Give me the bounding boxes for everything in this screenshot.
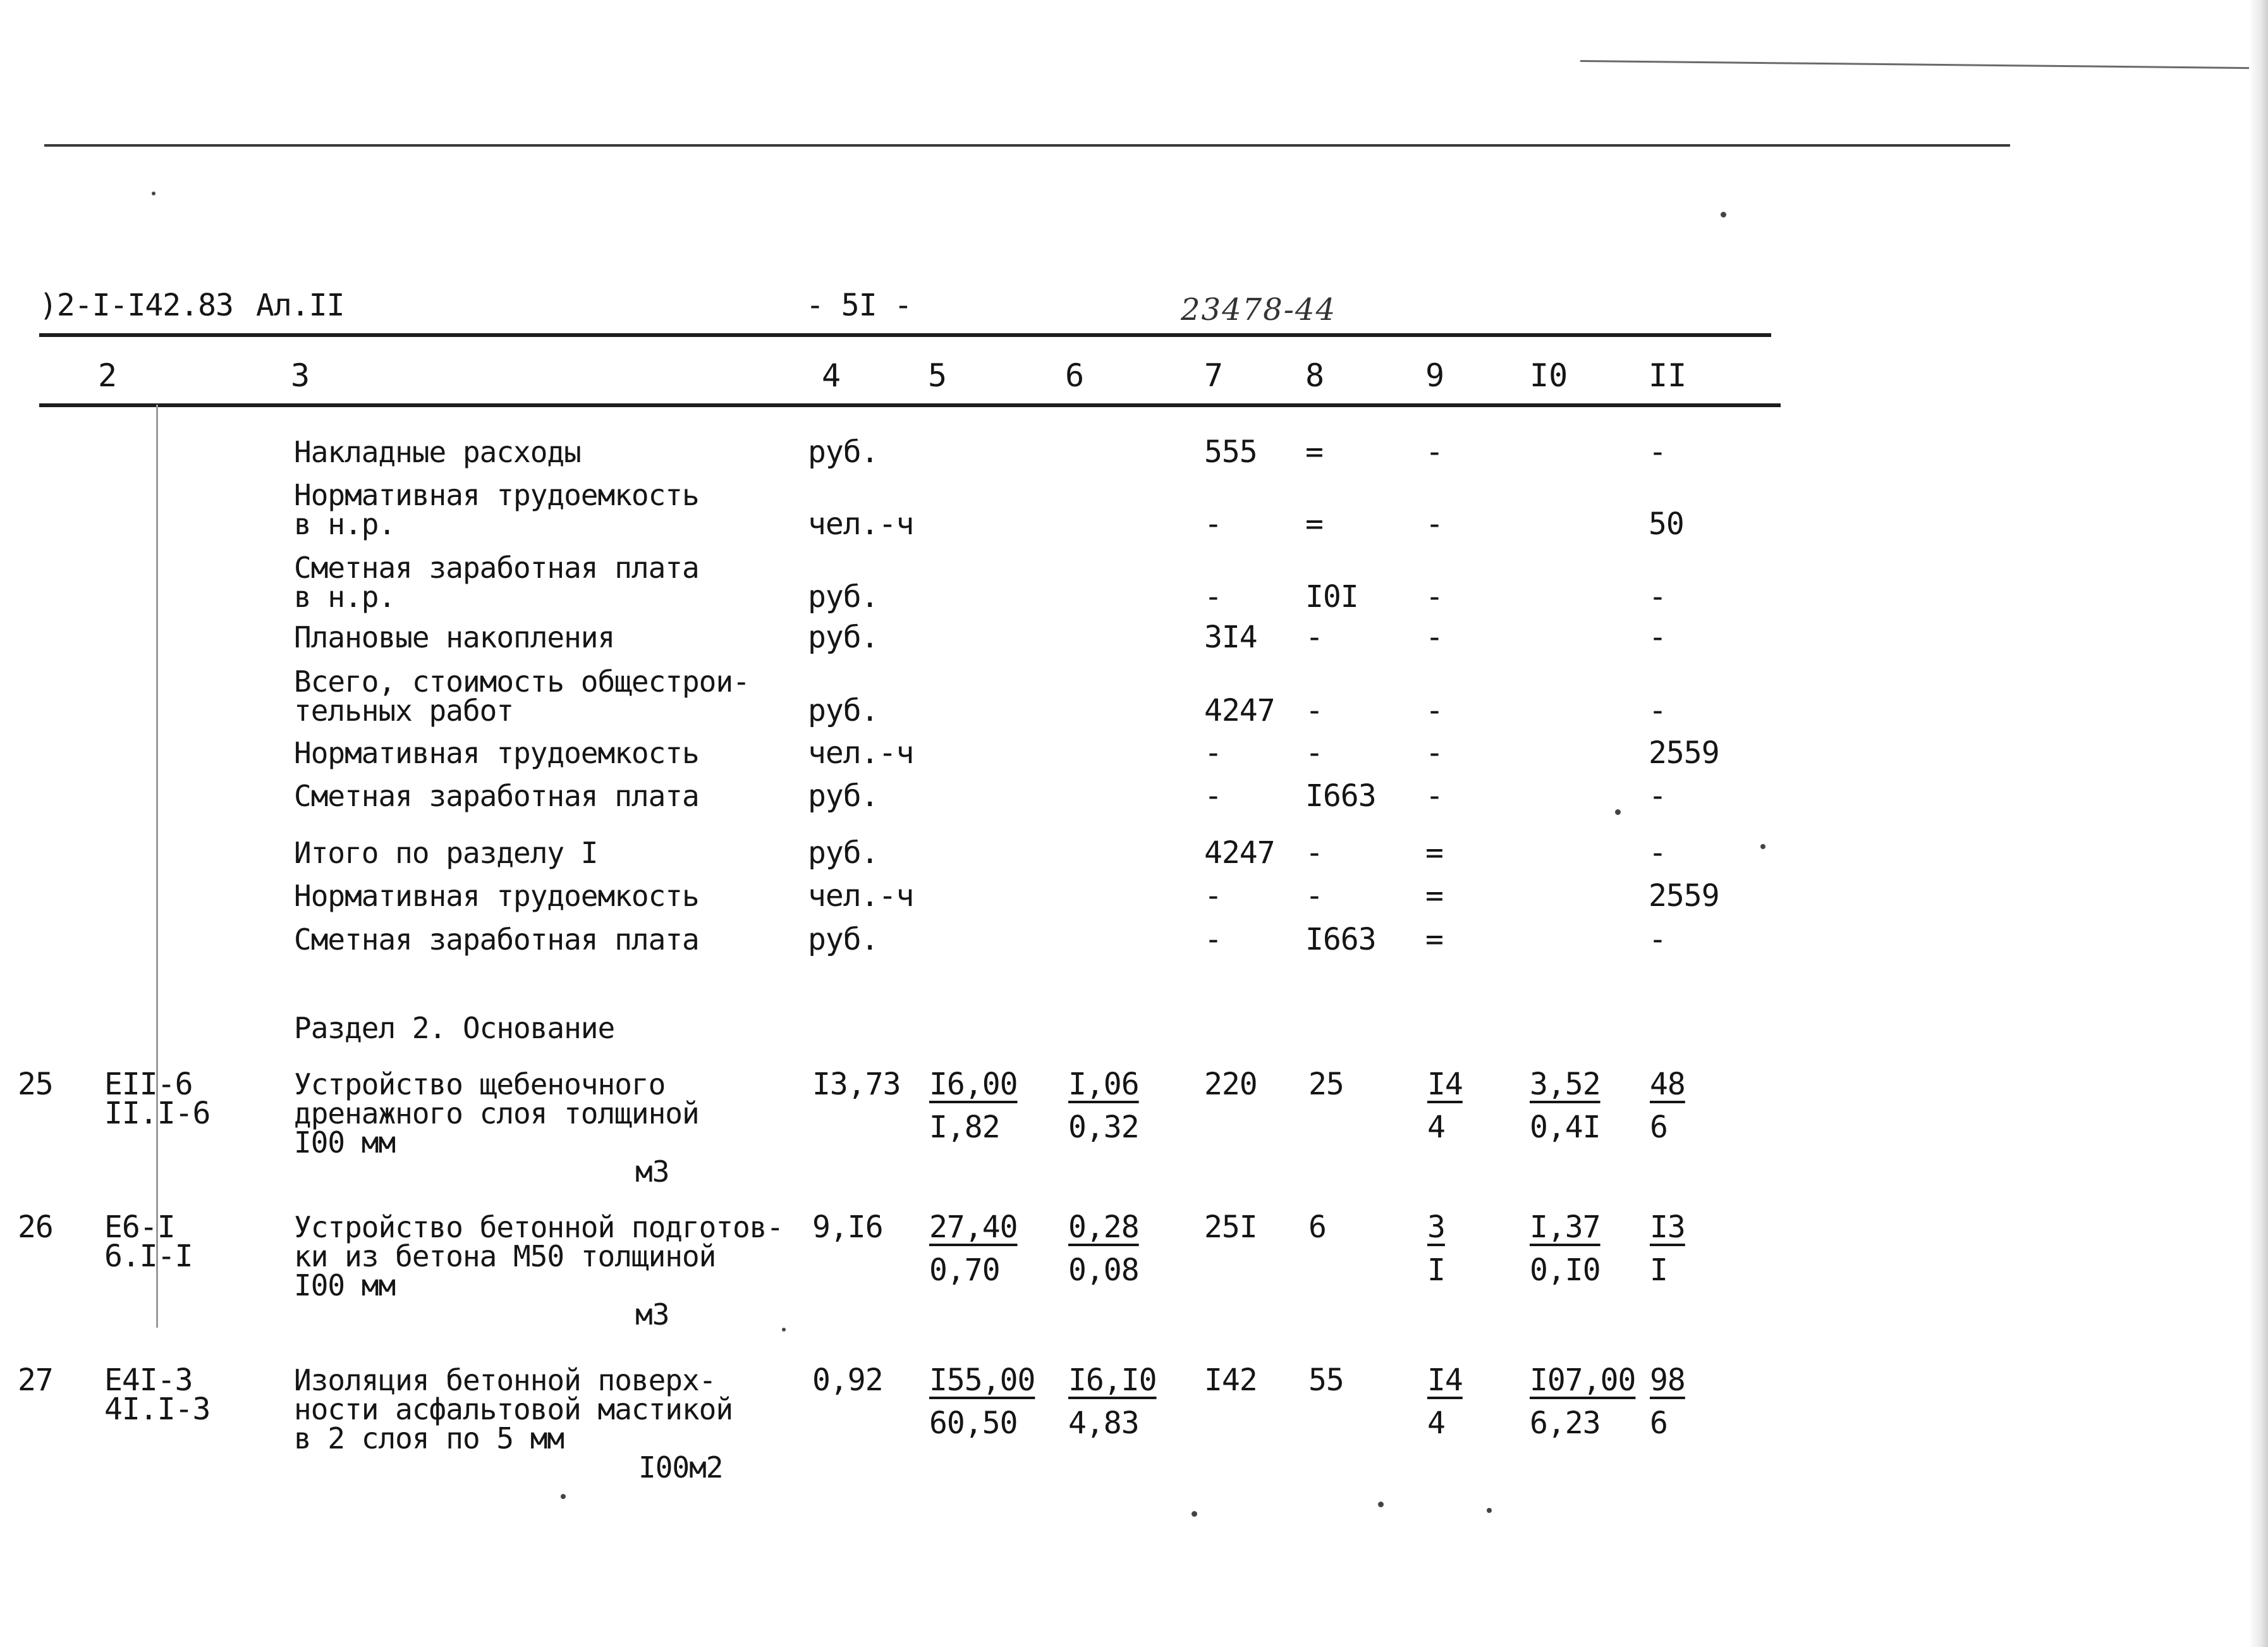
row-unit: руб. (808, 579, 879, 615)
item-description: ности асфальтовой мастикой (294, 1392, 733, 1426)
item-code-ref: 6.I-I (104, 1239, 193, 1274)
item-code-ref: 4I.I-3 (104, 1392, 210, 1427)
row-description: Нормативная трудоемкость (294, 879, 699, 913)
row-col11: 50 (1649, 506, 1684, 542)
row-description: Нормативная трудоемкость (294, 478, 699, 512)
row-col9: - (1425, 693, 1443, 728)
speck (1721, 212, 1726, 217)
item-col6-bottom: 0,08 (1068, 1252, 1139, 1288)
item-col9-top: I4 (1427, 1067, 1463, 1102)
item-description: в 2 слоя по 5 мм (294, 1421, 564, 1455)
item-col10-top: 3,52 (1530, 1067, 1600, 1102)
speck (152, 192, 155, 195)
row-description: тельных работ (294, 694, 514, 728)
item-description: I00 мм (294, 1268, 396, 1302)
column-number: 8 (1305, 357, 1325, 394)
item-col7: 25I (1204, 1209, 1257, 1245)
row-col8: - (1305, 835, 1323, 871)
item-col5-bottom: 60,50 (929, 1405, 1018, 1441)
item-description: I00 мм (294, 1125, 396, 1160)
item-col6-bottom: 0,32 (1068, 1110, 1139, 1145)
column-number: 9 (1425, 357, 1445, 394)
item-col8: 25 (1308, 1067, 1344, 1102)
item-unit: м3 (635, 1297, 669, 1332)
item-unit: м3 (635, 1154, 669, 1189)
row-unit: чел.-ч (808, 506, 914, 542)
item-col6-top: I,06 (1068, 1067, 1139, 1102)
item-col5-top: I55,00 (929, 1362, 1035, 1398)
row-col9: = (1425, 922, 1443, 957)
row-col7: - (1204, 735, 1222, 771)
item-col10-top: I07,00 (1530, 1362, 1636, 1398)
row-description: Нормативная трудоемкость (294, 736, 699, 770)
column-divider (156, 405, 158, 1328)
row-col8: = (1305, 506, 1323, 542)
row-col8: I663 (1305, 922, 1376, 957)
row-col9: - (1425, 506, 1443, 542)
row-col8: I663 (1305, 778, 1376, 814)
item-col10-bottom: 6,23 (1530, 1405, 1600, 1441)
item-col6-bottom: 4,83 (1068, 1405, 1139, 1441)
item-col7: 220 (1204, 1067, 1257, 1102)
item-unit: I00м2 (638, 1450, 723, 1485)
item-col5-top: I6,00 (929, 1067, 1018, 1102)
top-faint-line (1580, 60, 2263, 69)
item-col8: 6 (1308, 1209, 1326, 1245)
item-col11-top: 98 (1650, 1362, 1685, 1398)
speck (1378, 1502, 1384, 1507)
item-col10-bottom: 0,I0 (1530, 1252, 1600, 1288)
item-col6-top: I6,I0 (1068, 1362, 1157, 1398)
row-description: Плановые накопления (294, 620, 615, 654)
row-col11: - (1649, 620, 1666, 655)
row-col8: = (1305, 434, 1323, 470)
item-description: Устройство щебеночного (294, 1067, 666, 1101)
item-col11-bottom: 6 (1650, 1110, 1667, 1145)
item-col9-bottom: I (1427, 1252, 1445, 1288)
item-col9-top: 3 (1427, 1209, 1445, 1245)
speck (1192, 1511, 1197, 1517)
column-number: 4 (822, 357, 841, 394)
item-number: 25 (18, 1067, 53, 1102)
row-description: Сметная заработная плата (294, 922, 699, 957)
item-quantity: I3,73 (812, 1067, 901, 1102)
row-col8: - (1305, 735, 1323, 771)
item-quantity: 0,92 (812, 1362, 883, 1398)
row-col9: - (1425, 620, 1443, 655)
row-description: в н.р. (294, 580, 396, 614)
row-unit: руб. (808, 620, 879, 655)
row-col8: - (1305, 620, 1323, 655)
row-col7: 4247 (1204, 835, 1275, 871)
header-rule-bottom (39, 403, 1781, 407)
item-col9-bottom: 4 (1427, 1110, 1445, 1145)
speck (1615, 809, 1621, 815)
row-unit: чел.-ч (808, 878, 914, 914)
top-scan-line (44, 144, 2010, 147)
row-col11: - (1649, 434, 1666, 470)
section-title: Раздел 2. Основание (294, 1011, 615, 1045)
item-col8: 55 (1308, 1362, 1344, 1398)
row-unit: чел.-ч (808, 735, 914, 771)
row-unit: руб. (808, 778, 879, 814)
item-col5-bottom: I,82 (929, 1110, 1000, 1145)
column-number: 5 (928, 357, 948, 394)
column-number: 3 (291, 357, 310, 394)
handwritten-number: 23478-44 (1181, 292, 1336, 328)
row-col9: = (1425, 878, 1443, 914)
row-col7: 3I4 (1204, 620, 1257, 655)
row-description: Сметная заработная плата (294, 551, 699, 585)
row-description: Итого по разделу I (294, 836, 598, 870)
row-description: Всего, стоимость общестрои- (294, 664, 750, 699)
row-col11: 2559 (1649, 878, 1719, 914)
speck (782, 1328, 786, 1332)
item-col11-bottom: I (1650, 1252, 1667, 1288)
item-quantity: 9,I6 (812, 1209, 883, 1245)
item-col11-top: I3 (1650, 1209, 1685, 1245)
item-code: EII-6 (104, 1067, 193, 1102)
row-col11: - (1649, 778, 1666, 814)
speck (1760, 844, 1765, 849)
item-code: E4I-3 (104, 1362, 193, 1398)
item-col10-top: I,37 (1530, 1209, 1600, 1245)
item-col6-top: 0,28 (1068, 1209, 1139, 1245)
row-col9: - (1425, 579, 1443, 615)
doc-code: )2-I-I42.83 (39, 288, 233, 323)
row-unit: руб. (808, 693, 879, 728)
column-number: 7 (1204, 357, 1224, 394)
item-description: дренажного слоя толщиной (294, 1096, 699, 1130)
row-col7: - (1204, 778, 1222, 814)
header-rule-top (39, 333, 1771, 337)
item-description: Изоляция бетонной поверх- (294, 1363, 716, 1397)
item-col7: I42 (1204, 1362, 1257, 1398)
column-number: 6 (1065, 357, 1085, 394)
speck (561, 1494, 566, 1499)
row-col9: - (1425, 778, 1443, 814)
row-description: Накладные расходы (294, 435, 581, 469)
row-col7: - (1204, 506, 1222, 542)
row-col7: - (1204, 922, 1222, 957)
row-col8: I0I (1305, 579, 1358, 615)
page-number: - 5I - (806, 288, 912, 323)
row-col8: - (1305, 693, 1323, 728)
row-unit: руб. (808, 922, 879, 957)
item-description: Устройство бетонной подготов- (294, 1210, 784, 1244)
sheet-label: Ал.II (256, 288, 344, 323)
row-col11: - (1649, 693, 1666, 728)
row-col9: = (1425, 835, 1443, 871)
row-col11: 2559 (1649, 735, 1719, 771)
item-col9-bottom: 4 (1427, 1405, 1445, 1441)
item-number: 27 (18, 1362, 53, 1398)
item-code: E6-I (104, 1209, 175, 1245)
item-col11-bottom: 6 (1650, 1405, 1667, 1441)
row-col11: - (1649, 922, 1666, 957)
item-col5-top: 27,40 (929, 1209, 1018, 1245)
row-col7: - (1204, 878, 1222, 914)
scan-edge (2249, 0, 2268, 1647)
row-description: в н.р. (294, 507, 396, 541)
item-description: ки из бетона М50 толщиной (294, 1239, 716, 1273)
row-unit: руб. (808, 835, 879, 871)
item-number: 26 (18, 1209, 53, 1245)
column-number: I0 (1530, 357, 1568, 394)
row-col7: - (1204, 579, 1222, 615)
column-number: II (1649, 357, 1687, 394)
item-col11-top: 48 (1650, 1067, 1685, 1102)
row-col11: - (1649, 835, 1666, 871)
item-col9-top: I4 (1427, 1362, 1463, 1398)
row-col11: - (1649, 579, 1666, 615)
row-col8: - (1305, 878, 1323, 914)
row-col9: - (1425, 735, 1443, 771)
item-col5-bottom: 0,70 (929, 1252, 1000, 1288)
row-unit: руб. (808, 434, 879, 470)
row-description: Сметная заработная плата (294, 779, 699, 813)
row-col7: 555 (1204, 434, 1257, 470)
column-number: 2 (98, 357, 118, 394)
item-code-ref: II.I-6 (104, 1096, 210, 1131)
speck (1487, 1508, 1492, 1513)
row-col7: 4247 (1204, 693, 1275, 728)
row-col9: - (1425, 434, 1443, 470)
item-col10-bottom: 0,4I (1530, 1110, 1600, 1145)
